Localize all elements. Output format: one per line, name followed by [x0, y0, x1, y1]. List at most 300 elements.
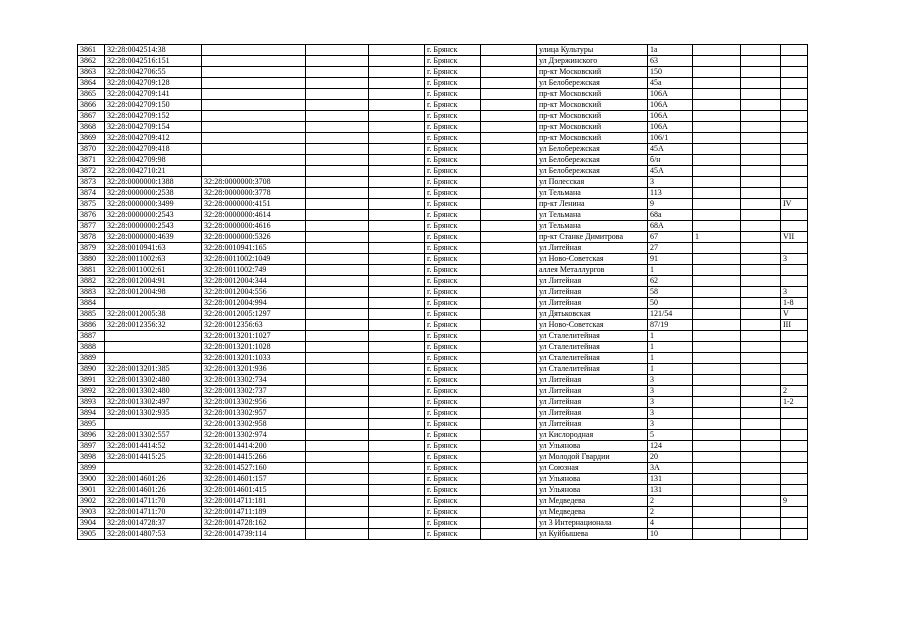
cell-empty-col-4: [306, 221, 369, 232]
cell-street: ул Литейная: [537, 287, 648, 298]
cell-empty-col-5: [369, 210, 425, 221]
cell-empty-col-5: [369, 155, 425, 166]
cell-cadastral-number: 32:28:0013302:480: [105, 375, 202, 386]
cell-cadastral-number: [105, 463, 202, 474]
cell-city: г. Брянск: [425, 122, 481, 133]
cell-empty-col-4: [306, 463, 369, 474]
cell-empty-col-7: [481, 221, 537, 232]
cell-empty-col-5: [369, 485, 425, 496]
cadastral-register-table: [77, 44, 808, 540]
cell-cadastral-number: 32:28:0042709:418: [105, 144, 202, 155]
cell-premises: [781, 78, 808, 89]
cell-building: [693, 254, 741, 265]
cell-empty-col-4: [306, 364, 369, 375]
cell-row-number: 3886: [78, 320, 105, 331]
cell-premises: [781, 177, 808, 188]
cell-empty-col-7: [481, 518, 537, 529]
cell-premises: [781, 507, 808, 518]
cell-cadastral-number: 32:28:0013201:385: [105, 364, 202, 375]
cell-premises: [781, 89, 808, 100]
cell-empty-col-4: [306, 232, 369, 243]
cell-empty-col-4: [306, 309, 369, 320]
cell-empty-col-4: [306, 518, 369, 529]
cell-building: [693, 529, 741, 540]
cell-empty-col-5: [369, 188, 425, 199]
cell-empty-col-7: [481, 485, 537, 496]
cell-city: г. Брянск: [425, 67, 481, 78]
cell-row-number: 3902: [78, 496, 105, 507]
cell-empty-col-5: [369, 518, 425, 529]
cell-cadastral-number: 32:28:0000000:2543: [105, 221, 202, 232]
cell-street: ул Литейная: [537, 298, 648, 309]
cell-city: г. Брянск: [425, 485, 481, 496]
cell-empty-col-5: [369, 452, 425, 463]
cell-empty-col-7: [481, 100, 537, 111]
cell-empty-col-7: [481, 199, 537, 210]
cell-parent-cadastral-number: 32:28:0014711:181: [202, 496, 306, 507]
cell-cadastral-number: 32:28:0042709:150: [105, 100, 202, 111]
cell-empty-col-4: [306, 67, 369, 78]
cell-house-number: 1а: [648, 45, 693, 56]
cell-empty-col-7: [481, 375, 537, 386]
cell-empty-col-5: [369, 122, 425, 133]
cell-house-number: 58: [648, 287, 693, 298]
cell-empty-col-7: [481, 463, 537, 474]
cell-premises: VII: [781, 232, 808, 243]
cell-empty-col-5: [369, 496, 425, 507]
table-row: [78, 309, 808, 320]
table-row: [78, 243, 808, 254]
cell-empty-col-5: [369, 463, 425, 474]
cell-building: [693, 397, 741, 408]
cell-cadastral-number: 32:28:0012004:98: [105, 287, 202, 298]
table-row: [78, 56, 808, 67]
cell-empty-col-11: [741, 45, 781, 56]
cell-empty-col-11: [741, 144, 781, 155]
table-row: [78, 518, 808, 529]
cell-building: [693, 199, 741, 210]
cell-street: ул Белобережская: [537, 78, 648, 89]
cell-empty-col-4: [306, 452, 369, 463]
cell-empty-col-11: [741, 155, 781, 166]
table-row: [78, 496, 808, 507]
cell-row-number: 3863: [78, 67, 105, 78]
cell-premises: [781, 243, 808, 254]
cell-city: г. Брянск: [425, 364, 481, 375]
cell-cadastral-number: 32:28:0000000:1388: [105, 177, 202, 188]
cell-empty-col-11: [741, 364, 781, 375]
cell-house-number: б/н: [648, 155, 693, 166]
cell-parent-cadastral-number: 32:28:0012356:63: [202, 320, 306, 331]
cell-premises: III: [781, 320, 808, 331]
cell-parent-cadastral-number: [202, 133, 306, 144]
cell-empty-col-4: [306, 507, 369, 518]
cell-empty-col-4: [306, 353, 369, 364]
cell-building: [693, 364, 741, 375]
cell-building: [693, 342, 741, 353]
cell-city: г. Брянск: [425, 507, 481, 518]
cell-empty-col-7: [481, 496, 537, 507]
cell-building: [693, 441, 741, 452]
cell-cadastral-number: 32:28:0042709:98: [105, 155, 202, 166]
cell-empty-col-4: [306, 45, 369, 56]
cell-cadastral-number: 32:28:0042709:412: [105, 133, 202, 144]
table-row: [78, 342, 808, 353]
cell-street: ул Ульянова: [537, 485, 648, 496]
cell-empty-col-11: [741, 56, 781, 67]
cell-parent-cadastral-number: 32:28:0013201:1028: [202, 342, 306, 353]
cell-empty-col-7: [481, 155, 537, 166]
cell-house-number: 10: [648, 529, 693, 540]
cell-cadastral-number: 32:28:0013302:557: [105, 430, 202, 441]
cell-empty-col-11: [741, 100, 781, 111]
cell-empty-col-7: [481, 364, 537, 375]
cell-empty-col-4: [306, 320, 369, 331]
cell-empty-col-7: [481, 254, 537, 265]
cell-empty-col-5: [369, 353, 425, 364]
cell-parent-cadastral-number: 32:28:0013302:956: [202, 397, 306, 408]
cell-empty-col-11: [741, 408, 781, 419]
cell-street: ул 3 Интернационала: [537, 518, 648, 529]
cell-empty-col-11: [741, 287, 781, 298]
cell-empty-col-4: [306, 133, 369, 144]
cell-city: г. Брянск: [425, 210, 481, 221]
table-row: [78, 232, 808, 243]
cell-premises: [781, 221, 808, 232]
cell-empty-col-7: [481, 474, 537, 485]
cell-row-number: 3862: [78, 56, 105, 67]
cell-premises: [781, 364, 808, 375]
table-row: [78, 122, 808, 133]
cell-premises: [781, 100, 808, 111]
cell-building: [693, 518, 741, 529]
cell-cadastral-number: 32:28:0042516:151: [105, 56, 202, 67]
cell-empty-col-5: [369, 254, 425, 265]
cell-cadastral-number: 32:28:0014414:52: [105, 441, 202, 452]
cell-empty-col-11: [741, 243, 781, 254]
cell-row-number: 3891: [78, 375, 105, 386]
cell-empty-col-11: [741, 276, 781, 287]
cell-empty-col-4: [306, 331, 369, 342]
cell-building: [693, 485, 741, 496]
cell-parent-cadastral-number: 32:28:0014601:415: [202, 485, 306, 496]
cell-empty-col-11: [741, 133, 781, 144]
table-row: [78, 254, 808, 265]
cell-empty-col-7: [481, 45, 537, 56]
table-row: [78, 89, 808, 100]
cell-city: г. Брянск: [425, 463, 481, 474]
cell-empty-col-4: [306, 56, 369, 67]
table-row: [78, 452, 808, 463]
table-row: [78, 507, 808, 518]
cell-premises: [781, 518, 808, 529]
cell-street: ул Белобережская: [537, 144, 648, 155]
cell-empty-col-4: [306, 441, 369, 452]
cell-parent-cadastral-number: 32:28:0013302:974: [202, 430, 306, 441]
cell-cadastral-number: 32:28:0013302:480: [105, 386, 202, 397]
cell-premises: 9: [781, 496, 808, 507]
cell-cadastral-number: 32:28:0012005:38: [105, 309, 202, 320]
cell-city: г. Брянск: [425, 474, 481, 485]
cell-empty-col-11: [741, 452, 781, 463]
cell-parent-cadastral-number: 32:28:0013302:734: [202, 375, 306, 386]
cell-city: г. Брянск: [425, 529, 481, 540]
table-row: [78, 221, 808, 232]
cell-building: [693, 287, 741, 298]
cell-house-number: 3: [648, 177, 693, 188]
cell-row-number: 3882: [78, 276, 105, 287]
cell-premises: [781, 111, 808, 122]
cell-building: [693, 78, 741, 89]
cell-empty-col-7: [481, 111, 537, 122]
cell-street: пр-кт Московский: [537, 100, 648, 111]
cell-building: [693, 45, 741, 56]
cell-empty-col-5: [369, 199, 425, 210]
cell-empty-col-4: [306, 155, 369, 166]
cell-city: г. Брянск: [425, 397, 481, 408]
table-row: [78, 331, 808, 342]
cell-empty-col-5: [369, 45, 425, 56]
cell-city: г. Брянск: [425, 375, 481, 386]
cell-building: [693, 100, 741, 111]
cell-house-number: 91: [648, 254, 693, 265]
cell-empty-col-11: [741, 166, 781, 177]
cell-street: ул Медведева: [537, 507, 648, 518]
cell-empty-col-4: [306, 342, 369, 353]
cell-building: [693, 67, 741, 78]
cell-house-number: 68а: [648, 210, 693, 221]
cell-parent-cadastral-number: 32:28:0012005:1297: [202, 309, 306, 320]
cell-parent-cadastral-number: [202, 89, 306, 100]
cell-empty-col-5: [369, 265, 425, 276]
cell-premises: [781, 45, 808, 56]
cell-empty-col-5: [369, 166, 425, 177]
cell-row-number: 3885: [78, 309, 105, 320]
cell-row-number: 3861: [78, 45, 105, 56]
cell-cadastral-number: 32:28:0011002:61: [105, 265, 202, 276]
cell-street: пр-кт Московский: [537, 111, 648, 122]
cell-empty-col-7: [481, 320, 537, 331]
cell-premises: [781, 331, 808, 342]
cell-city: г. Брянск: [425, 56, 481, 67]
cell-parent-cadastral-number: 32:28:0013302:737: [202, 386, 306, 397]
table-row: [78, 78, 808, 89]
cell-empty-col-4: [306, 199, 369, 210]
cell-empty-col-11: [741, 331, 781, 342]
cell-building: [693, 144, 741, 155]
cell-row-number: 3896: [78, 430, 105, 441]
cell-row-number: 3904: [78, 518, 105, 529]
cell-empty-col-11: [741, 496, 781, 507]
cell-parent-cadastral-number: 32:28:0013302:957: [202, 408, 306, 419]
table-row: [78, 100, 808, 111]
cell-row-number: 3884: [78, 298, 105, 309]
cell-cadastral-number: 32:28:0042709:128: [105, 78, 202, 89]
cell-row-number: 3881: [78, 265, 105, 276]
cell-city: г. Брянск: [425, 408, 481, 419]
table-row: [78, 474, 808, 485]
cell-parent-cadastral-number: 32:28:0014601:157: [202, 474, 306, 485]
cell-street: ул Ульянова: [537, 474, 648, 485]
cell-premises: [781, 474, 808, 485]
cell-city: г. Брянск: [425, 133, 481, 144]
cell-premises: V: [781, 309, 808, 320]
cell-house-number: 45а: [648, 78, 693, 89]
cell-empty-col-4: [306, 166, 369, 177]
cell-city: г. Брянск: [425, 496, 481, 507]
cell-empty-col-7: [481, 56, 537, 67]
cell-house-number: 106А: [648, 111, 693, 122]
cell-empty-col-5: [369, 111, 425, 122]
cell-row-number: 3868: [78, 122, 105, 133]
cell-row-number: 3876: [78, 210, 105, 221]
cell-house-number: 5: [648, 430, 693, 441]
cell-house-number: 131: [648, 474, 693, 485]
cell-premises: IV: [781, 199, 808, 210]
table-row: [78, 408, 808, 419]
cell-row-number: 3889: [78, 353, 105, 364]
cell-premises: [781, 56, 808, 67]
cell-parent-cadastral-number: [202, 166, 306, 177]
cell-row-number: 3900: [78, 474, 105, 485]
cell-parent-cadastral-number: 32:28:0014527:160: [202, 463, 306, 474]
cell-premises: [781, 133, 808, 144]
table-row: [78, 276, 808, 287]
cell-row-number: 3865: [78, 89, 105, 100]
cell-house-number: 150: [648, 67, 693, 78]
cell-street: ул Дзержинского: [537, 56, 648, 67]
cell-empty-col-4: [306, 375, 369, 386]
cell-row-number: 3871: [78, 155, 105, 166]
cell-row-number: 3875: [78, 199, 105, 210]
cell-city: г. Брянск: [425, 166, 481, 177]
cell-empty-col-4: [306, 386, 369, 397]
table-row: [78, 265, 808, 276]
cell-empty-col-7: [481, 386, 537, 397]
table-row: [78, 364, 808, 375]
cell-empty-col-5: [369, 529, 425, 540]
cell-parent-cadastral-number: 32:28:0013302:958: [202, 419, 306, 430]
cell-house-number: 124: [648, 441, 693, 452]
cell-premises: [781, 408, 808, 419]
cell-street: ул Литейная: [537, 397, 648, 408]
cell-house-number: 1: [648, 342, 693, 353]
cell-house-number: 50: [648, 298, 693, 309]
cell-empty-col-5: [369, 419, 425, 430]
cell-building: [693, 166, 741, 177]
table-row: [78, 199, 808, 210]
cell-house-number: 113: [648, 188, 693, 199]
cell-row-number: 3879: [78, 243, 105, 254]
cell-row-number: 3888: [78, 342, 105, 353]
table-row: [78, 485, 808, 496]
cell-empty-col-4: [306, 397, 369, 408]
cell-street: пр-кт Московский: [537, 133, 648, 144]
cell-street: пр-кт Московский: [537, 67, 648, 78]
cell-premises: [781, 430, 808, 441]
cell-building: [693, 463, 741, 474]
cell-empty-col-4: [306, 408, 369, 419]
cell-premises: [781, 144, 808, 155]
cell-building: [693, 309, 741, 320]
cell-empty-col-5: [369, 364, 425, 375]
cell-empty-col-11: [741, 232, 781, 243]
cell-empty-col-11: [741, 529, 781, 540]
cell-empty-col-4: [306, 111, 369, 122]
cell-cadastral-number: 32:28:0000000:3499: [105, 199, 202, 210]
cell-premises: [781, 485, 808, 496]
cell-empty-col-4: [306, 89, 369, 100]
table-row: [78, 375, 808, 386]
cell-premises: [781, 155, 808, 166]
cell-row-number: 3899: [78, 463, 105, 474]
table-row: [78, 298, 808, 309]
cell-cadastral-number: 32:28:0013302:497: [105, 397, 202, 408]
cell-row-number: 3867: [78, 111, 105, 122]
cell-empty-col-5: [369, 397, 425, 408]
cell-house-number: 20: [648, 452, 693, 463]
cell-empty-col-5: [369, 474, 425, 485]
cell-empty-col-4: [306, 144, 369, 155]
cell-row-number: 3901: [78, 485, 105, 496]
cell-house-number: 1: [648, 364, 693, 375]
cell-empty-col-11: [741, 199, 781, 210]
cell-house-number: 1: [648, 353, 693, 364]
cell-city: г. Брянск: [425, 276, 481, 287]
cell-premises: [781, 375, 808, 386]
cell-empty-col-5: [369, 507, 425, 518]
cell-empty-col-11: [741, 177, 781, 188]
cell-house-number: 3: [648, 419, 693, 430]
cell-house-number: 3А: [648, 463, 693, 474]
cell-street: пр-кт Ленина: [537, 199, 648, 210]
cell-house-number: 106/1: [648, 133, 693, 144]
cell-house-number: 87/19: [648, 320, 693, 331]
cell-empty-col-7: [481, 452, 537, 463]
cell-empty-col-4: [306, 177, 369, 188]
cell-parent-cadastral-number: 32:28:0000000:4616: [202, 221, 306, 232]
cell-parent-cadastral-number: 32:28:0014728:162: [202, 518, 306, 529]
cell-empty-col-5: [369, 320, 425, 331]
table-row: [78, 529, 808, 540]
cell-street: ул Тельмана: [537, 221, 648, 232]
cell-city: г. Брянск: [425, 298, 481, 309]
cell-street: ул Сталелитейная: [537, 342, 648, 353]
cell-house-number: 27: [648, 243, 693, 254]
cell-building: [693, 56, 741, 67]
cell-empty-col-7: [481, 353, 537, 364]
cell-empty-col-5: [369, 287, 425, 298]
cell-parent-cadastral-number: 32:28:0014414:200: [202, 441, 306, 452]
cell-cadastral-number: 32:28:0000000:4639: [105, 232, 202, 243]
cell-empty-col-7: [481, 67, 537, 78]
cell-street: ул Сталелитейная: [537, 353, 648, 364]
cell-premises: [781, 265, 808, 276]
table-row: [78, 353, 808, 364]
cell-cadastral-number: 32:28:0042514:38: [105, 45, 202, 56]
cell-building: [693, 122, 741, 133]
cell-premises: [781, 210, 808, 221]
cell-parent-cadastral-number: [202, 144, 306, 155]
cell-premises: [781, 276, 808, 287]
cell-building: [693, 386, 741, 397]
cell-parent-cadastral-number: 32:28:0013201:1027: [202, 331, 306, 342]
cell-street: ул Литейная: [537, 375, 648, 386]
cell-empty-col-11: [741, 254, 781, 265]
cell-house-number: 106А: [648, 122, 693, 133]
cell-row-number: 3892: [78, 386, 105, 397]
table-row: [78, 67, 808, 78]
